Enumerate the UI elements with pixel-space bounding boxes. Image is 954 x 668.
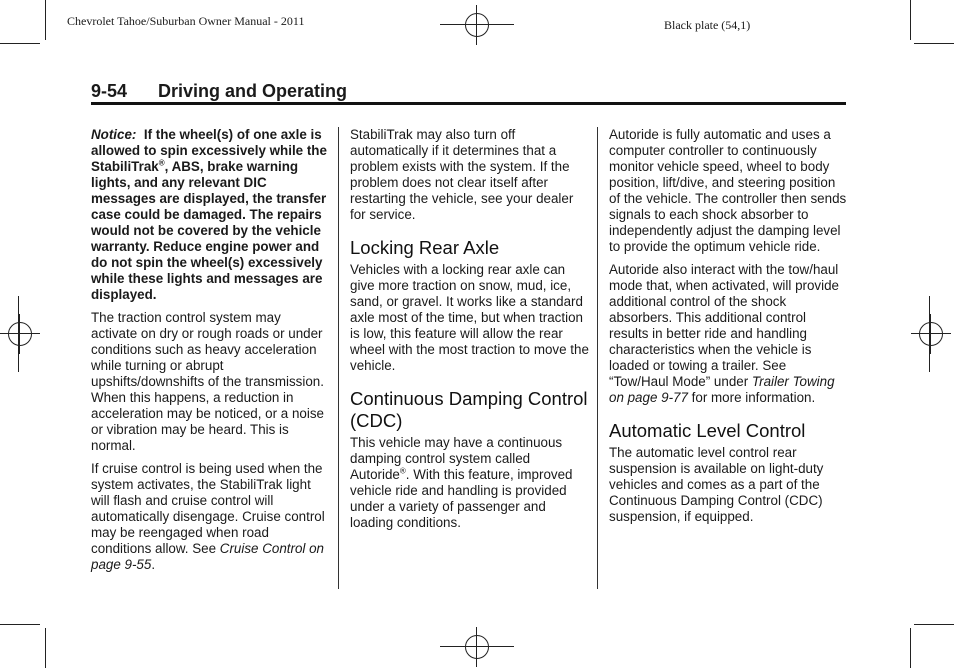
crop-mark — [929, 296, 930, 372]
registered-mark: ® — [158, 158, 165, 168]
automatic-level-control-heading: Automatic Level Control — [609, 420, 806, 441]
column-3 — [609, 127, 849, 532]
crop-mark — [440, 24, 514, 25]
cdc-paragraph — [350, 435, 590, 531]
alc-paragraph: The automatic level control rear suspension is available on light-duty vehicles and comes as a part of the Continuous Damping Control (CDC) suspension, if equipped. — [609, 445, 824, 524]
crop-mark — [0, 624, 40, 625]
registration-mark-icon — [0, 314, 40, 354]
locking-rear-axle-heading: Locking Rear Axle — [350, 237, 500, 258]
traction-paragraph: The traction control system may activate on dry or rough roads or under conditions such as heavy acceleration while turning or abrupt upshifts/downshifts of the transmission. When this happens, a reduction in acceleration may be noticed, or a noise or vibration may be heard. This is normal. — [91, 310, 324, 453]
notice-paragraph — [91, 127, 329, 303]
locking-paragraph: Vehicles with a locking rear axle can give more traction on snow, mud, ice, sand, or gravel. It works like a standard axle most of the time, but when traction is low, this feature will allow the rear wheel with the most traction to move the vehicle. — [350, 262, 589, 373]
trailer-towing-link[interactable]: Trailer Towing on page 9-77 — [609, 374, 835, 405]
registered-mark: ® — [399, 466, 406, 476]
tow-haul-paragraph — [609, 262, 849, 406]
column-divider — [597, 127, 598, 589]
section-heading — [91, 81, 846, 103]
cruise-text: If cruise control is being used when the system activates, the StabiliTrak light will flash and cruise control will automatically disengage. Cruise control may be reengaged when road conditions allow. See — [91, 461, 325, 556]
crop-mark — [45, 0, 46, 40]
crop-mark — [910, 0, 911, 40]
manual-title: Chevrolet Tahoe/Suburban Owner Manual - 2011 — [67, 14, 305, 28]
cruise-end: . — [151, 557, 156, 572]
section-rule — [91, 102, 846, 105]
page-number: 9-54 — [91, 81, 128, 101]
column-2 — [350, 127, 590, 538]
notice-text-a: If the wheel(s) of one axle is allowed to spin excessively while the StabiliTrak — [91, 127, 327, 174]
crop-mark — [18, 296, 19, 372]
notice-text-b: , ABS, brake warning lights, and any relevant DIC messages are displayed, the transfer case could be damaged. The repairs would not be covered by the vehicle warranty. Reduce engine power and do not spin the wheel(s) excessively while these lights and messages are displayed. — [91, 159, 327, 302]
plate-label: Black plate (54,1) — [664, 18, 751, 32]
cdc-text-b: . With this feature, improved vehicle ride and handling is provided under a variety of passenger and loading conditions. — [350, 467, 573, 530]
cruise-control-link[interactable]: Cruise Control on page 9-55 — [91, 541, 324, 572]
tow-haul-end: for more information. — [691, 390, 816, 405]
column-1 — [91, 127, 329, 580]
registration-mark-icon — [911, 314, 951, 354]
notice-label: Notice: — [91, 127, 137, 142]
cdc-heading: Continuous Damping Control (CDC) — [350, 388, 588, 431]
crop-mark — [440, 646, 514, 647]
crop-mark — [910, 628, 911, 668]
autoride-paragraph: Autoride is fully automatic and uses a computer controller to continuously monitor vehicle speed, wheel to body position, lift/dive, and steering position of the vehicle. The controller then sends signals to each shock absorber to independently adjust the damping level to provide the optimum vehicle ride. — [609, 127, 847, 254]
registration-mark-icon — [457, 5, 497, 45]
section-title: Driving and Operating — [158, 81, 348, 101]
column-divider — [338, 127, 339, 589]
crop-mark — [914, 43, 954, 44]
crop-mark — [914, 624, 954, 625]
crop-mark — [45, 628, 46, 668]
tow-haul-text: Autoride also interact with the tow/haul mode that, when activated, will provide additional control of the shock absorbers. This additional control results in better ride and handling characteristics when the vehicle is loaded or towing a trailer. See “Tow/Haul Mode” under — [609, 262, 839, 389]
crop-mark — [0, 43, 40, 44]
stabilitrak-paragraph: StabiliTrak may also turn off automatically if it determines that a problem exists with the system. If the problem does not clear itself after restarting the vehicle, see your dealer for service. — [350, 127, 574, 222]
registration-mark-icon — [457, 627, 497, 667]
cdc-text-a: This vehicle may have a continuous damping control system called Autoride — [350, 435, 563, 482]
cruise-paragraph — [91, 461, 329, 573]
